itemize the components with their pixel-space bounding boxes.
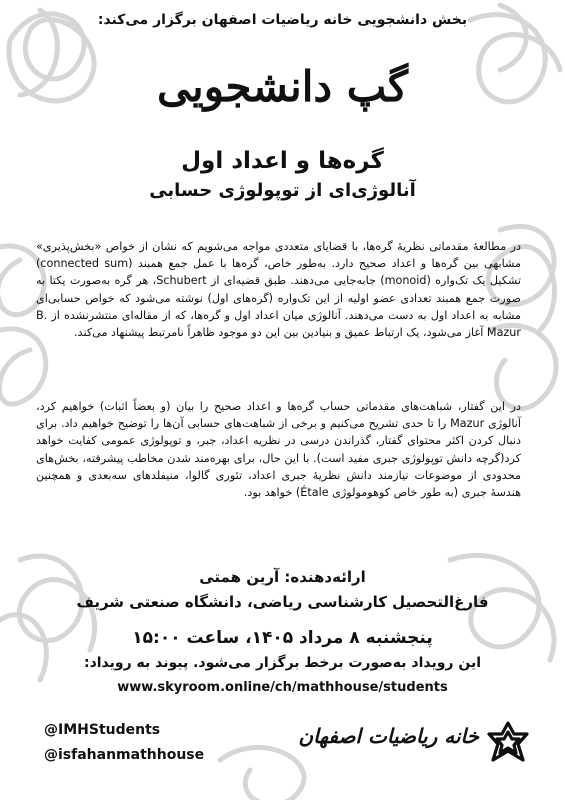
social-handle-students[interactable]: @IMHStudents bbox=[44, 722, 161, 738]
logo-wordmark: خانه ریاضیات اصفهان bbox=[298, 724, 479, 748]
abstract-paragraph-1: در مطالعهٔ مقدماتی نظریهٔ گره‌ها، با قضایای متعددی مواجه می‌شویم که نشان از خواص «بخش‌پذیری» مشابهی بین گره‌ها و اعداد صحیح دارد. به‌طور خاص، گره‌ها با عمل جمع همبند (connected sum) تشکیل یک تک‌واره (monoid) جابه‌جایی می‌دهند. طبق قضیه‌ای از Schubert، هر گره به‌صورت یکتا به صورت جمع همبند تعدادی عضو اولیه از این تک‌واره (گره‌های اول) نوشته می‌شود که خواص حسابی‌ای مشابه به اعداد اول به دست می‌دهند. آنالوژی میان اعداد اول و گره‌ها، که از مقاله‌ای منتشرنشده از B. Mazur آغاز می‌شود، یک ارتباط عمیق و بنیادین بین این دو موجود ظاهراً نامرتبط پیشنهاد می‌کند. bbox=[36, 240, 521, 340]
talk-title: گره‌ها و اعداد اول bbox=[181, 148, 384, 174]
event-link[interactable]: www.skyroom.online/ch/mathhouse/students bbox=[117, 680, 448, 695]
presenter-affiliation: فارغ‌التحصیل کارشناسی ریاضی، دانشگاه صنعتی شریف bbox=[76, 593, 489, 611]
online-note: این رویداد به‌صورت برخط برگزار می‌شود. پیوند به رویداد: bbox=[83, 655, 482, 671]
abstract-paragraph-2: در این گفتار، شباهت‌های مقدماتی حساب گره‌ها و اعداد صحیح را بیان (و بعضاً اثبات) خواهیم کرد، آنالوژی Mazur را تا حدی تشریح می‌کنیم و برخی از شباهت‌های حسابی آن‌ها را توضیح خواهیم داد. برای دنبال کردن اکثر محتوای گفتار، گذراندن درسی در نظریه اعداد، جبر، و توپولوژی عمومی کفایت خواهد کرد(گرچه دانش توپولوژی جبری مفید است). با این حال، برای بهره‌مند شدن مخاطب پیشرفته، بخش‌های محدودی از موضوعات نیازمند دانش نظریهٔ جبری اعداد، تئوری گالوا، منیفلدهای سه‌بعدی و همچنین هندسهٔ جبری (به طور خاص کوهومولوژی Étale) خواهد بود. bbox=[36, 400, 521, 500]
organizer-header: بخش دانشجویی خانه ریاضیات اصفهان برگزار می‌کند: bbox=[97, 12, 468, 28]
presenter-name: ارائه‌دهنده: آرین همتی bbox=[199, 568, 366, 586]
social-handle-mathhouse[interactable]: @isfahanmathhouse bbox=[44, 747, 205, 763]
organization-logo bbox=[291, 718, 531, 768]
event-datetime: پنجشنبه ۸ مرداد ۱۴۰۵، ساعت ۱۵:۰۰ bbox=[132, 628, 433, 648]
event-name: گپ دانشجویی bbox=[157, 62, 408, 111]
talk-subtitle: آنالوژی‌ای از توپولوژی حسابی bbox=[149, 180, 416, 201]
star-polygon-logo-icon bbox=[485, 720, 531, 764]
